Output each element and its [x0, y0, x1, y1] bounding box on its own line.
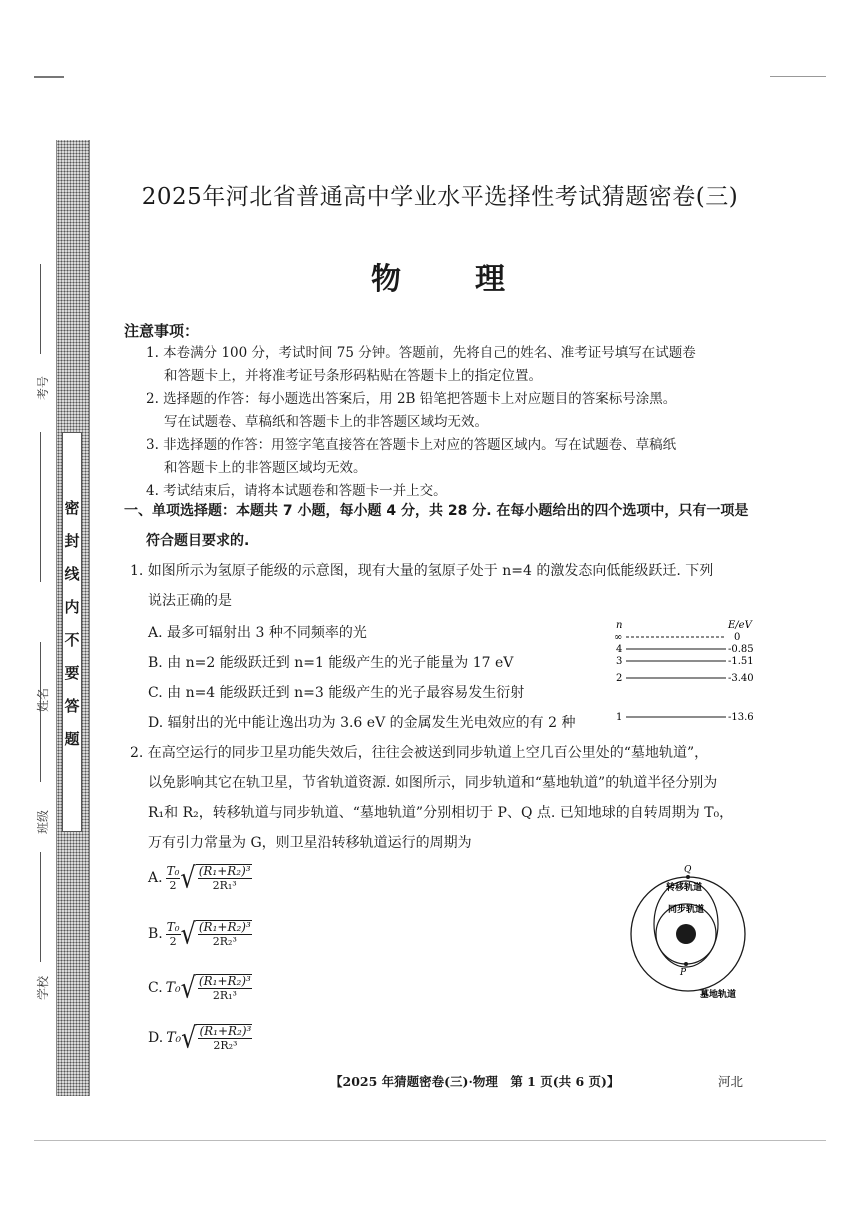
level-n-label: 3: [616, 656, 623, 667]
q1-option-b: B. 由 n=2 能级跃迁到 n=1 能级产生的光子能量为 17 eV: [148, 655, 514, 671]
earth: [676, 924, 696, 944]
radicand-numerator: (R₁+R₂)³: [198, 864, 251, 878]
q-label: Q: [684, 865, 692, 875]
option-letter: A.: [148, 870, 163, 886]
school-field-label: 学校: [36, 975, 50, 1000]
q2-option-b: [148, 917, 252, 951]
name-field-label: 姓名: [36, 687, 50, 712]
seal-line-notice: 密封线内不要答题: [62, 432, 82, 832]
radicand-fraction: [196, 974, 252, 1002]
level-n-label: 1: [616, 712, 623, 723]
radicand-fraction: [196, 920, 252, 948]
section-heading: [124, 496, 774, 556]
field-line: [40, 642, 41, 782]
option-letter: B.: [148, 926, 163, 942]
field-line: [40, 852, 41, 962]
radical-sign: √: [180, 971, 196, 1005]
level-n-label: 2: [616, 673, 623, 684]
orbit-diagram: [628, 862, 756, 1002]
page-footer: 【2025 年猜题密卷(三)·物理 第 1 页(共 6 页)】: [330, 1074, 620, 1089]
level-energy-label: 0: [734, 632, 741, 643]
energy-axis-label: E/eV: [728, 620, 752, 631]
sync-orbit-label: 同步轨道: [668, 905, 705, 915]
question-2-stem: [130, 738, 770, 858]
field-line: [40, 432, 41, 582]
radicand-numerator: (R₁+R₂)³: [198, 920, 251, 934]
transfer-orbit-label: 转移轨道: [666, 883, 703, 893]
q1-option-a: A. 最多可辐射出 3 种不同频率的光: [148, 625, 367, 641]
square-root: [180, 861, 251, 895]
radicand-denominator: 2R₁³: [212, 879, 237, 892]
coefficient-numerator: T₀: [166, 919, 180, 934]
radicand-numerator: (R₁+R₂)³: [198, 974, 251, 988]
notice-item: 2. 选择题的作答：每小题选出答案后，用 2B 铅笔把答题卡上对应题目的答案标号涂黑。: [146, 391, 677, 407]
notice-heading: 注意事项：: [124, 322, 200, 340]
coefficient: T₀: [166, 1030, 182, 1046]
square-root: [181, 1021, 252, 1055]
coefficient: T₀: [165, 980, 181, 996]
level-energy-label: -3.40: [728, 673, 754, 684]
scan-edge-mark: [770, 76, 826, 77]
section-heading-line: 符合题目要求的.: [146, 533, 250, 549]
radicand-fraction: [196, 864, 252, 892]
q1-option-c: C. 由 n=4 能级跃迁到 n=3 能级产生的光子最容易发生衍射: [148, 685, 525, 701]
radicand-denominator: 2R₁³: [212, 989, 237, 1002]
question-1-stem: [130, 556, 770, 616]
question-stem-line: 1. 如图所示为氢原子能级的示意图，现有大量的氢原子处于 n=4 的激发态向低能级跃迁. 下列: [130, 563, 714, 579]
level-n-label: 4: [616, 644, 623, 655]
point-p: [684, 962, 688, 966]
radicand-numerator: (R₁+R₂)³: [199, 1024, 252, 1038]
radical-sign: √: [180, 917, 196, 951]
notice-item: 3. 非选择题的作答：用签字笔直接答在答题卡上对应的答题区域内。写在试题卷、草稿纸: [146, 437, 677, 453]
subject-title: [130, 254, 750, 298]
id-field-label: 考号: [36, 375, 50, 400]
notice-list: [146, 342, 786, 503]
region-label: 河北: [718, 1074, 744, 1089]
notice-item: 1. 本卷满分 100 分，考试时间 75 分钟。答题前，先将自己的姓名、准考证号填写在试题卷: [146, 345, 696, 361]
notice-item: 和答题卡上的非答题区域均无效。: [164, 460, 367, 476]
p-label: P: [680, 968, 687, 978]
notice-item: 写在试题卷、草稿纸和答题卡上的非答题区域均无效。: [164, 414, 488, 430]
q2-option-c: [148, 971, 252, 1005]
level-n-label: ∞: [614, 632, 623, 643]
question-stem-line: 万有引力常量为 G，则卫星沿转移轨道运行的周期为: [148, 835, 472, 851]
subject-char-1: 物: [371, 262, 405, 297]
q2-option-a: [148, 861, 252, 895]
radicand-denominator: 2R₂³: [213, 1039, 238, 1052]
radical-sign: √: [180, 861, 196, 895]
n-axis-label: n: [616, 620, 623, 631]
radicand-denominator: 2R₂³: [212, 935, 237, 948]
coefficient-numerator: T₀: [166, 863, 180, 878]
energy-level-diagram: [610, 618, 760, 730]
q1-option-d: D. 辐射出的光中能让逸出功为 3.6 eV 的金属发生光电效应的有 2 种: [148, 715, 576, 731]
class-field-label: 班级: [36, 809, 50, 834]
question-stem-line: 以免影响其它在轨卫星，节省轨道资源. 如图所示，同步轨道和“墓地轨道”的轨道半径分别为: [148, 775, 718, 791]
scan-edge-mark: [34, 76, 64, 78]
question-stem-line: R₁和 R₂，转移轨道与同步轨道、“墓地轨道”分别相切于 P、Q 点. 已知地球的自转周期为 T₀，: [148, 805, 734, 821]
square-root: [180, 917, 252, 951]
level-energy-label: -0.85: [728, 644, 754, 655]
q2-option-d: [148, 1021, 252, 1055]
graveyard-orbit-label: 墓地轨道: [700, 990, 737, 1000]
coefficient-fraction: [166, 865, 181, 892]
radicand-fraction: [196, 1024, 252, 1052]
point-q: [686, 875, 690, 879]
option-letter: C.: [148, 980, 163, 996]
coefficient-fraction: [166, 921, 181, 948]
square-root: [180, 971, 252, 1005]
question-stem-line: 2. 在高空运行的同步卫星功能失效后，往往会被送到同步轨道上空几百公里处的“墓地轨道”，: [130, 745, 709, 761]
subject-char-2: 理: [475, 262, 509, 297]
exam-title: 2025年河北省普通高中学业水平选择性考试猜题密卷(三): [141, 184, 739, 210]
scan-edge-mark: [34, 1140, 826, 1141]
level-energy-label: -13.6: [728, 712, 754, 723]
coefficient-denominator: 2: [169, 878, 177, 892]
option-letter: D.: [148, 1030, 164, 1046]
level-energy-label: -1.51: [728, 656, 754, 667]
field-line: [40, 264, 41, 354]
section-heading-line: 一、单项选择题：本题共 7 小题，每小题 4 分，共 28 分. 在每小题给出的四个选项中，只有一项是: [124, 503, 749, 519]
coefficient-denominator: 2: [169, 934, 177, 948]
notice-item: 4. 考试结束后，请将本试题卷和答题卡一并上交。: [146, 483, 447, 499]
notice-item: 和答题卡上，并将准考证号条形码粘贴在答题卡上的指定位置。: [164, 368, 542, 384]
radical-sign: √: [181, 1021, 197, 1055]
question-stem-line: 说法正确的是: [148, 593, 232, 609]
